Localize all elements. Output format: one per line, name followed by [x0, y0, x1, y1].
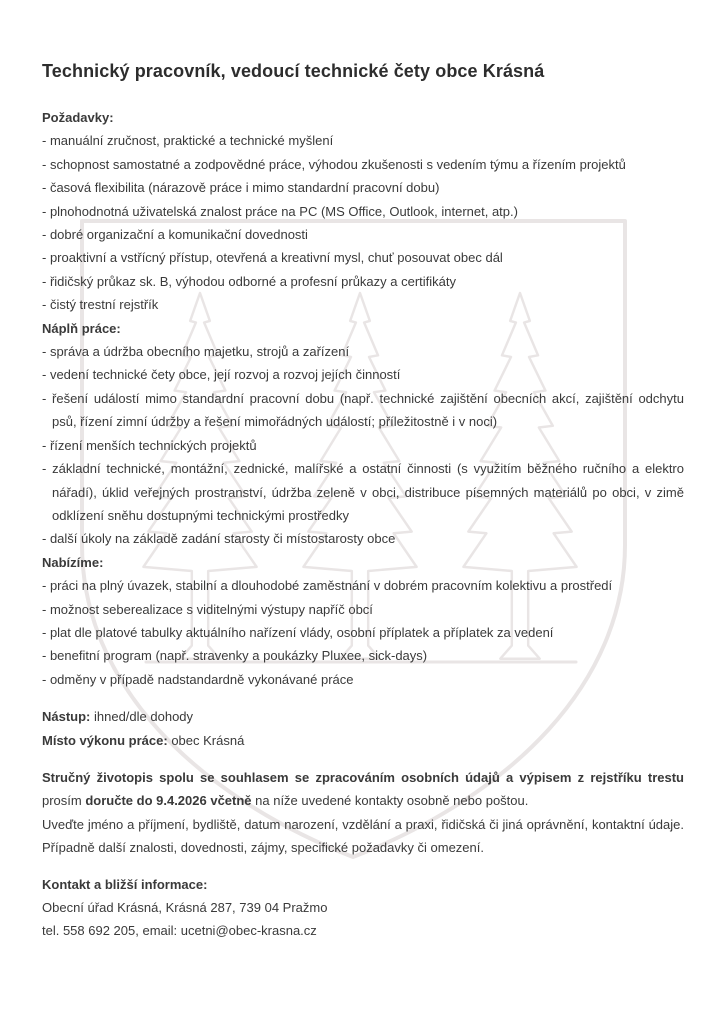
list-item: - proaktivní a vstřícný přístup, otevřená a kreativní mysl, chuť posouvat obec dál	[42, 250, 503, 266]
details-block	[42, 705, 684, 752]
list-item: - základní technické, montážní, zednické, malířské a ostatní činnosti (s využitím běžného ručního a elektro nářadí), úklid veřejných prostranství, údržba zeleně v obci, distribuce písemných materiálů po obci, v zimě odklízení sněhu dostupnými technickými prostředky	[42, 461, 684, 523]
contact-phone-email: tel. 558 692 205, email: ucetni@obec-krasna.cz	[42, 923, 317, 939]
start-date-line	[42, 705, 684, 728]
list-item: - dobré organizační a komunikační dovednosti	[42, 227, 308, 243]
application-paragraph-2: Uveďte jméno a příjmení, bydliště, datum narození, vzdělání a praxi, řidičská či jiná oprávnění, kontaktní údaje. Případně další znalosti, dovednosti, zájmy, specifické požadavky či omezení.	[42, 816, 684, 856]
list-item: - manuální zručnost, praktické a technické myšlení	[42, 133, 334, 149]
application-regular-2: na níže uvedené kontakty osobně nebo poštou.	[251, 793, 529, 809]
application-paragraph-1	[42, 766, 684, 813]
work-location-line	[42, 729, 684, 752]
contact-heading: Kontakt a bližší informace:	[42, 876, 208, 892]
work-location-label: Místo výkonu práce:	[42, 732, 168, 748]
list-item: - čistý trestní rejstřík	[42, 297, 159, 313]
list-item: - možnost seberealizace s viditelnými výstupy napříč obcí	[42, 601, 373, 617]
section-heading-pozadavky: Požadavky:	[42, 110, 114, 125]
list-item: - správa a údržba obecního majetku, strojů a zařízení	[42, 344, 350, 360]
list-item: - schopnost samostatné a zodpovědné práce, výhodou zkušenosti s vedením týmu a řízením projektů	[42, 156, 626, 172]
application-bold-cv: Stručný životopis spolu se souhlasem se zpracováním osobních údajů a výpisem z rejstříku trestu	[42, 769, 684, 785]
list-item: - práci na plný úvazek, stabilní a dlouhodobé zaměstnání v dobrém pracovním kolektivu a prostředí	[42, 578, 613, 594]
list-item: - řidičský průkaz sk. B, výhodou odborné a profesní průkazy a certifikáty	[42, 273, 457, 289]
contact-address: Obecní úřad Krásná, Krásná 287, 739 04 Pražmo	[42, 900, 328, 915]
list-item: - řešení událostí mimo standardní pracovní dobu (např. technické zajištění obecních akcí, zajištění odchytu psů, řízení zimní údržby a řešení mimořádných událostí; příležitostně i v noci)	[42, 390, 684, 430]
list-item: - plnohodnotná uživatelská znalost práce na PC (MS Office, Outlook, internet, atp.)	[42, 203, 518, 219]
list-item: - odměny v případě nadstandardně vykonávané práce	[42, 671, 354, 687]
section-heading-napln-prace: Náplň práce:	[42, 320, 121, 336]
section-heading-nabizime: Nabízíme:	[42, 554, 104, 570]
list-item: - časová flexibilita (nárazově práce i mimo standardní pracovní dobu)	[42, 180, 440, 196]
list-item: - benefitní program (např. stravenky a poukázky Pluxee, sick-days)	[42, 648, 428, 664]
application-regular-1: prosím	[42, 793, 86, 809]
start-date-value: ihned/dle dohody	[90, 709, 194, 725]
application-deadline: doručte do 9.4.2026 včetně	[85, 793, 252, 809]
list-item: - plat dle platové tabulky aktuálního nařízení vlády, osobní příplatek a příplatek za vedení	[42, 624, 554, 640]
contact-block	[42, 873, 684, 943]
application-instructions	[42, 766, 684, 860]
work-location-value: obec Krásná	[167, 732, 245, 748]
list-item: - další úkoly na základě zadání starosty či místostarosty obce	[42, 531, 396, 547]
page-title: Technický pracovník, vedoucí technické čety obce Krásná	[42, 61, 545, 81]
start-date-label: Nástup:	[42, 709, 91, 725]
list-item: - řízení menších technických projektů	[42, 437, 257, 453]
list-item: - vedení technické čety obce, její rozvoj a rozvoj jejích činností	[42, 367, 401, 383]
document-body	[42, 0, 684, 943]
